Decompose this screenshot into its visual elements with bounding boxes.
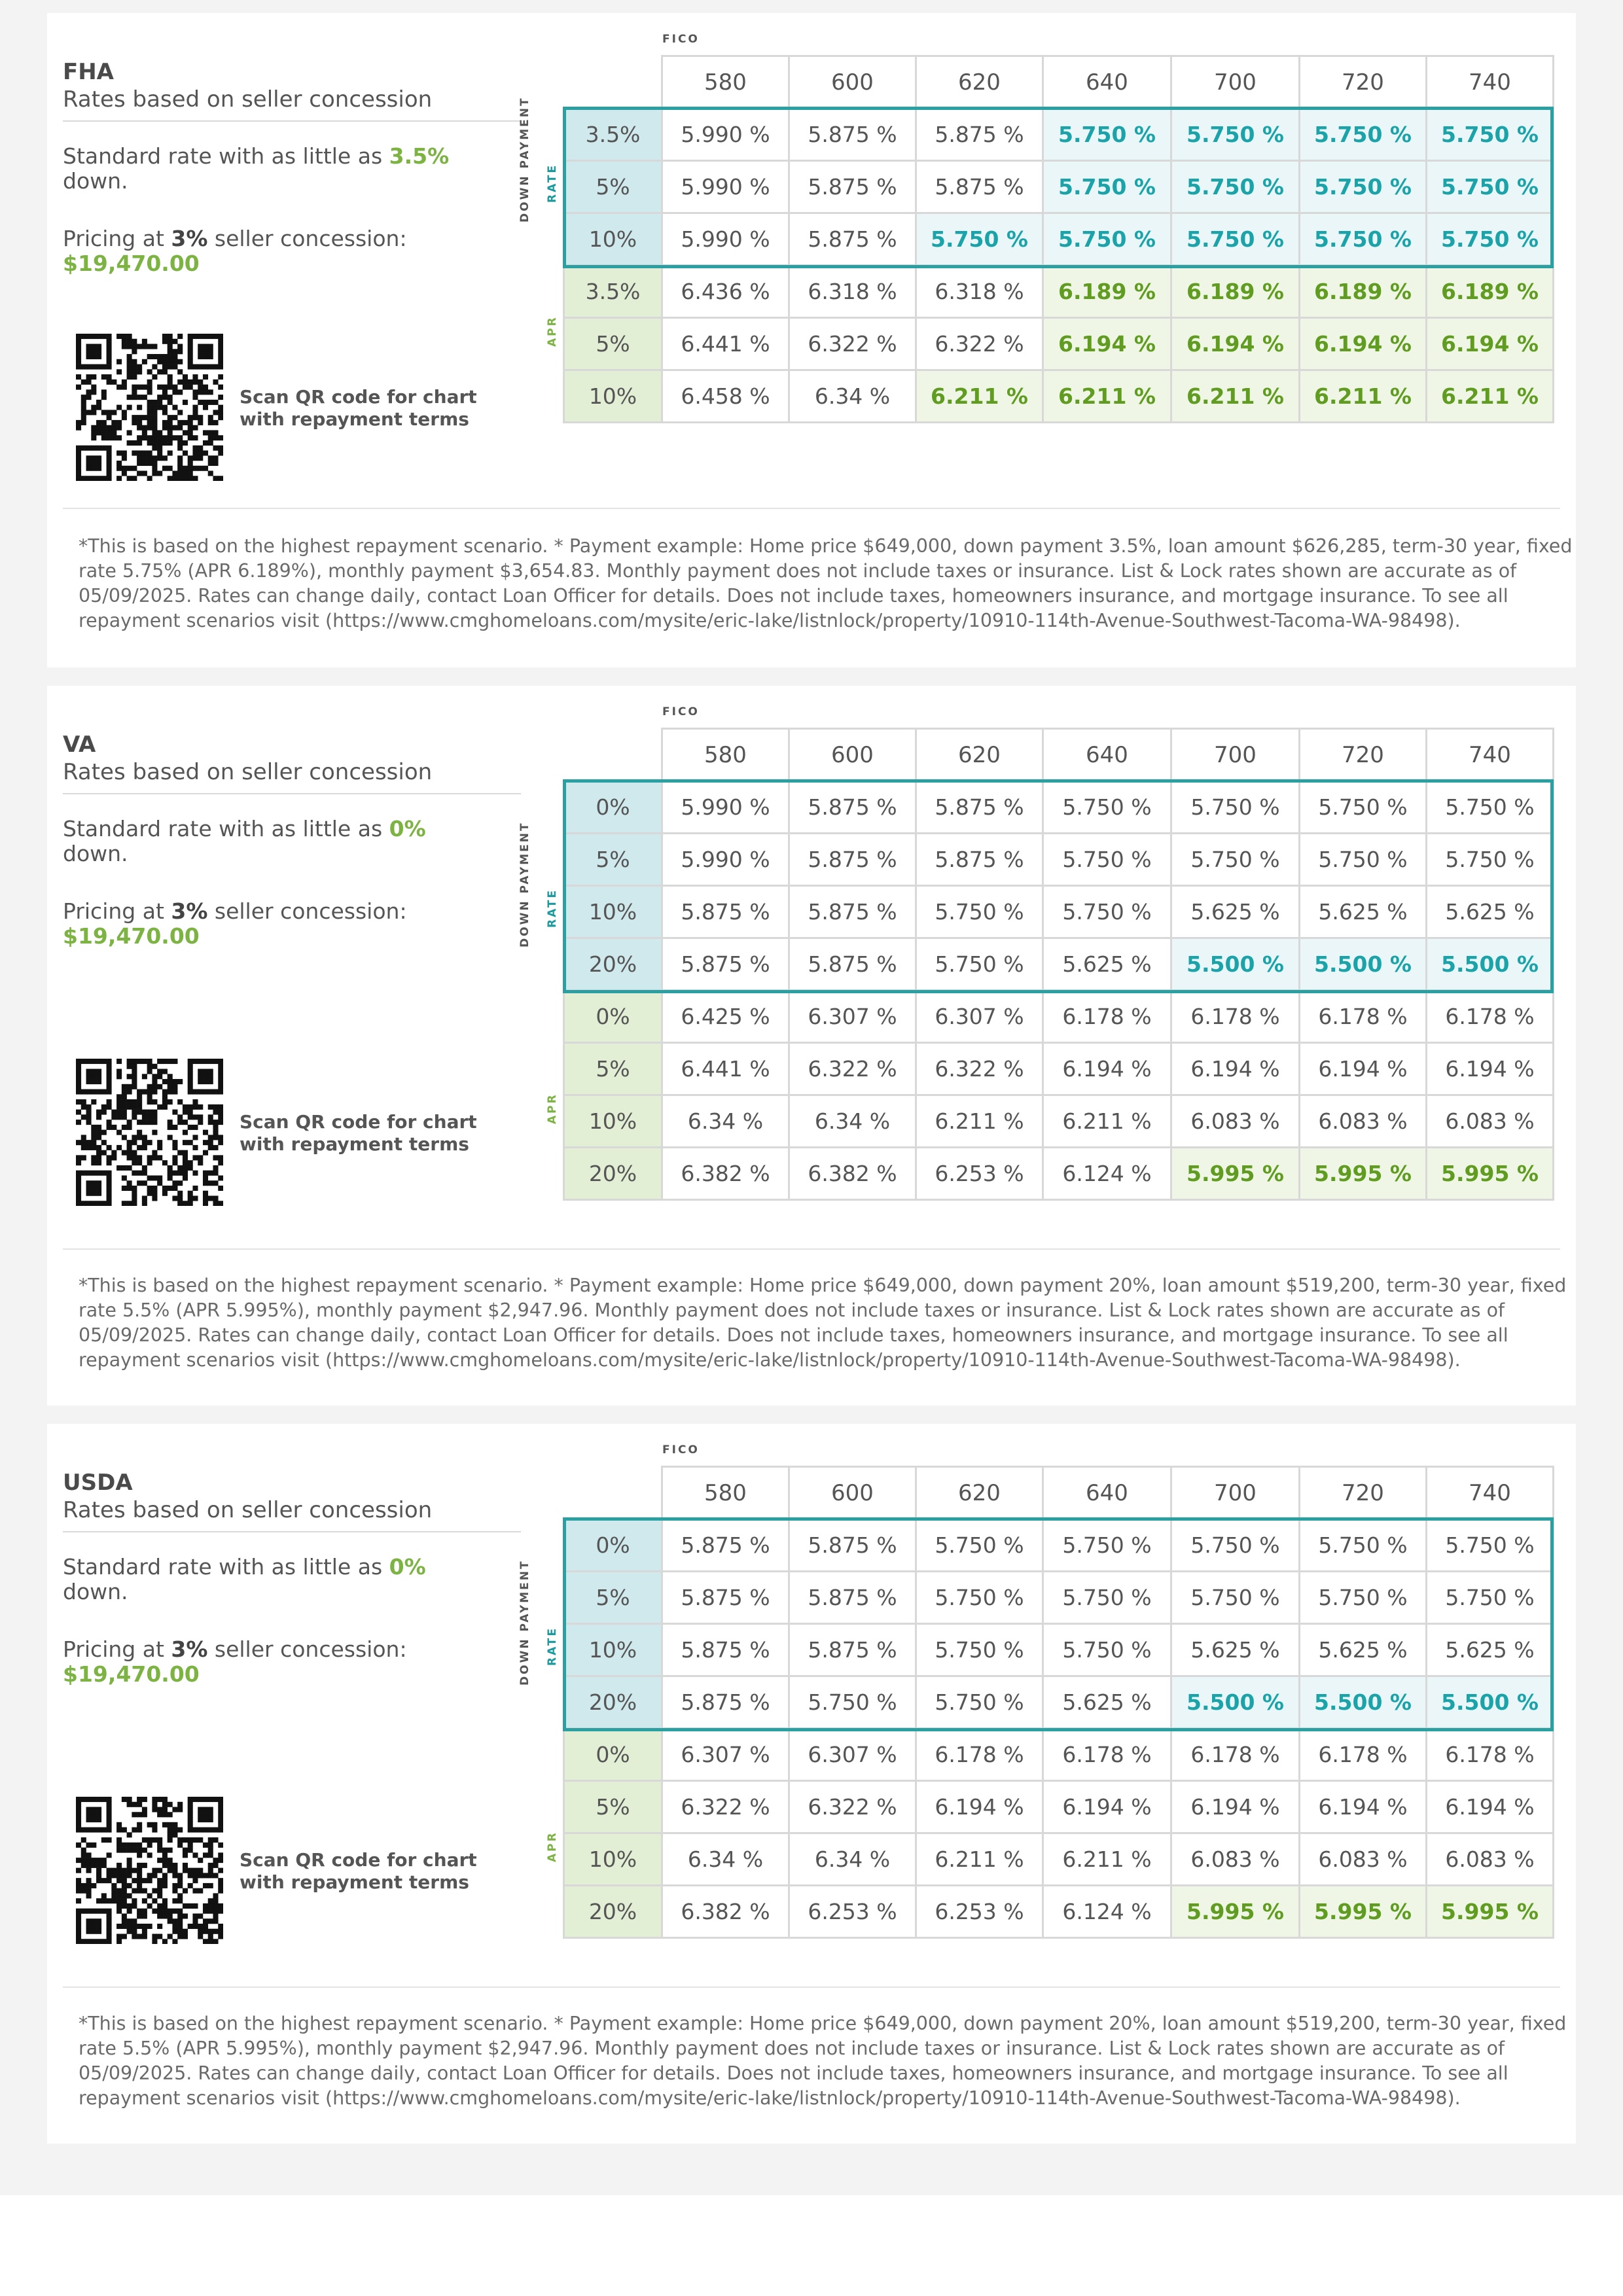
rate-cell: 5.625 % [1427,1624,1554,1676]
down-payment-cell: 3.5% [564,266,662,318]
fico-header: 640 [1043,729,1171,781]
min-down-payment: 0% [389,816,426,841]
rate-cell: 5.750 % [1043,213,1171,266]
rate-cell: 5.750 % [1043,1519,1171,1572]
fico-header: 740 [1427,729,1554,781]
rate-cell: 5.750 % [1300,213,1427,266]
down-payment-cell: 5% [564,1781,662,1833]
apr-cell: 6.318 % [916,266,1043,318]
rate-cell: 5.990 % [662,834,789,886]
apr-cell: 6.211 % [1043,1833,1171,1886]
divider [63,1531,521,1532]
fico-header: 700 [1171,1467,1300,1519]
divider [63,1987,1560,1988]
rate-cell: 5.750 % [1171,1572,1300,1624]
qr-code[interactable] [76,1797,220,1944]
rate-cell: 5.500 % [1427,938,1554,991]
rate-cell: 5.750 % [1043,1572,1171,1624]
down-payment-cell: 5% [564,834,662,886]
rate-cell: 5.625 % [1043,938,1171,991]
rate-cell: 5.750 % [916,213,1043,266]
apr-cell: 6.211 % [1171,370,1300,423]
apr-cell: 6.194 % [1300,1043,1427,1095]
rate-cell: 5.750 % [1300,1519,1427,1572]
rate-row [564,213,1554,266]
apr-cell: 6.194 % [1043,318,1171,370]
apr-cell: 6.322 % [789,318,916,370]
apr-cell: 6.211 % [916,370,1043,423]
rate-cell: 5.875 % [662,938,789,991]
rate-row [564,1572,1554,1624]
apr-cell: 6.307 % [662,1729,789,1781]
fico-header: 600 [789,1467,916,1519]
down-payment-cell: 20% [564,1148,662,1200]
rate-cell: 5.750 % [916,938,1043,991]
rate-cell: 5.750 % [916,886,1043,938]
rate-cell: 5.750 % [1300,834,1427,886]
program-subtitle: Rates based on seller concession [63,759,433,785]
apr-cell: 6.194 % [1171,318,1300,370]
apr-cell: 6.211 % [1300,370,1427,423]
standard-rate-suffix: down. [63,1579,128,1604]
corner-cell [564,56,662,109]
apr-cell: 6.307 % [916,991,1043,1043]
rate-cell: 5.625 % [1171,886,1300,938]
down-payment-cell: 5% [564,318,662,370]
apr-cell: 6.083 % [1171,1095,1300,1148]
va-summary [63,732,521,1229]
rate-cell: 5.875 % [662,1676,789,1729]
down-payment-label: DOWN PAYMENT [518,1559,531,1686]
rate-cell: 5.625 % [1171,1624,1300,1676]
apr-cell: 6.382 % [662,1148,789,1200]
apr-cell: 6.322 % [789,1781,916,1833]
down-payment-cell: 0% [564,1519,662,1572]
apr-cell: 6.318 % [789,266,916,318]
rate-row [564,1676,1554,1729]
apr-cell: 5.995 % [1171,1886,1300,1938]
rate-table [563,55,1554,423]
fha-card [47,13,1576,667]
apr-cell: 6.178 % [1171,1729,1300,1781]
apr-cell: 6.194 % [1427,1043,1554,1095]
rate-cell: 5.875 % [789,781,916,834]
standard-rate-prefix: Standard rate with as little as [63,816,389,841]
apr-cell: 6.211 % [916,1833,1043,1886]
apr-label: APR [546,315,559,347]
apr-cell: 6.382 % [662,1886,789,1938]
rate-cell: 5.625 % [1043,1676,1171,1729]
apr-cell: 6.194 % [916,1781,1043,1833]
fico-header-row [564,1467,1554,1519]
program-title: USDA [63,1470,133,1496]
rate-cell: 5.875 % [662,1519,789,1572]
fico-header: 700 [1171,729,1300,781]
rate-row [564,109,1554,161]
standard-rate-text [63,1555,521,1604]
rate-cell: 5.750 % [1171,161,1300,213]
qr-code[interactable] [76,334,220,481]
program-title: VA [63,732,96,758]
min-down-payment: 3.5% [389,143,450,169]
rate-cell: 5.875 % [916,834,1043,886]
rate-cell: 5.875 % [916,781,1043,834]
qr-label: Scan QR code for chart with repayment terms [240,1111,477,1155]
down-payment-cell: 0% [564,781,662,834]
rate-cell: 5.750 % [1300,109,1427,161]
apr-cell: 6.441 % [662,318,789,370]
rate-cell: 5.750 % [1427,781,1554,834]
apr-cell: 6.458 % [662,370,789,423]
disclaimer: *This is based on the highest repayment scenario. * Payment example: Home price $649,000, down payment 20%, loan amount $519,200, term-30 year, fixed rate 5.5% (APR 5.995%), monthly payment $2,947.96. Monthly payment does not include taxes or insurance. List & Lock rates shown are accurate as of 05/09/2025. Rates can change daily, contact Loan Officer for details. Does not include taxes, homeowners insurance, and mortgage insurance. To see all repayment scenarios visit (https://www.cmghomeloans.com/mysite/eric-lake/listnlock/property/10910-114th-Avenue-Southwest-Tacoma-WA-98498). [79,1275,1567,1371]
down-payment-label: DOWN PAYMENT [518,821,531,947]
apr-cell: 6.178 % [1427,991,1554,1043]
apr-cell: 6.124 % [1043,1148,1171,1200]
apr-row [564,266,1554,318]
rate-cell: 5.750 % [1171,781,1300,834]
down-payment-cell: 0% [564,991,662,1043]
apr-cell: 6.178 % [1043,1729,1171,1781]
fha-summary [63,59,521,491]
rate-cell: 5.875 % [789,834,916,886]
standard-rate-text [63,144,521,194]
apr-row [564,1833,1554,1886]
apr-cell: 6.189 % [1043,266,1171,318]
standard-rate-suffix: down. [63,168,128,194]
apr-row [564,318,1554,370]
fico-header: 640 [1043,1467,1171,1519]
fico-header: 720 [1300,56,1427,109]
fico-header: 600 [789,729,916,781]
fico-header-row [564,729,1554,781]
qr-code-graphic [76,1797,223,1944]
rate-cell: 5.990 % [662,161,789,213]
apr-cell: 6.178 % [1300,991,1427,1043]
concession-amount: $19,470.00 [63,251,200,276]
pricing-suffix: seller concession: [207,1636,407,1662]
rate-cell: 5.750 % [916,1676,1043,1729]
apr-row [564,1886,1554,1938]
rate-cell: 5.750 % [789,1676,916,1729]
rate-cell: 5.500 % [1427,1676,1554,1729]
qr-code[interactable] [76,1059,220,1206]
apr-cell: 6.34 % [662,1833,789,1886]
fico-header-row [564,56,1554,109]
rate-cell: 5.750 % [1300,1572,1427,1624]
program-subtitle: Rates based on seller concession [63,1497,433,1523]
pricing-text [63,899,521,949]
down-payment-cell: 10% [564,1624,662,1676]
fico-label: FICO [662,1443,700,1457]
apr-cell: 6.322 % [916,1043,1043,1095]
apr-cell: 5.995 % [1300,1886,1427,1938]
rate-cell: 5.750 % [1427,213,1554,266]
rate-row [564,1624,1554,1676]
rate-cell: 5.875 % [916,109,1043,161]
disclaimer: *This is based on the highest repayment scenario. * Payment example: Home price $649,000, down payment 20%, loan amount $519,200, term-30 year, fixed rate 5.5% (APR 5.995%), monthly payment $2,947.96. Monthly payment does not include taxes or insurance. List & Lock rates shown are accurate as of 05/09/2025. Rates can change daily, contact Loan Officer for details. Does not include taxes, homeowners insurance, and mortgage insurance. To see all repayment scenarios visit (https://www.cmghomeloans.com/mysite/eric-lake/listnlock/property/10910-114th-Avenue-Southwest-Tacoma-WA-98498). [79,2013,1567,2109]
rate-cell: 5.750 % [1043,834,1171,886]
rate-cell: 5.875 % [789,213,916,266]
fico-header: 580 [662,729,789,781]
down-payment-cell: 5% [564,161,662,213]
rate-cell: 5.750 % [1171,213,1300,266]
apr-cell: 6.194 % [1043,1781,1171,1833]
rate-cell: 5.750 % [1427,109,1554,161]
down-payment-cell: 3.5% [564,109,662,161]
rate-cell: 5.750 % [1427,1572,1554,1624]
down-payment-cell: 5% [564,1043,662,1095]
apr-cell: 6.211 % [1043,1095,1171,1148]
apr-cell: 5.995 % [1171,1148,1300,1200]
rate-cell: 5.875 % [789,1519,916,1572]
pricing-suffix: seller concession: [207,226,407,251]
rate-cell: 5.500 % [1171,938,1300,991]
apr-row [564,1043,1554,1095]
down-payment-cell: 20% [564,938,662,991]
fico-header: 640 [1043,56,1171,109]
apr-cell: 6.194 % [1171,1781,1300,1833]
fico-header: 740 [1427,56,1554,109]
rate-cell: 5.750 % [1043,161,1171,213]
corner-cell [564,1467,662,1519]
rate-cell: 5.875 % [789,1624,916,1676]
concession-percent: 3% [171,226,208,251]
apr-cell: 5.995 % [1300,1148,1427,1200]
rate-cell: 5.750 % [1043,109,1171,161]
usda-card [47,1424,1576,2144]
program-subtitle: Rates based on seller concession [63,86,433,113]
rate-cell: 5.625 % [1427,886,1554,938]
fico-header: 720 [1300,1467,1427,1519]
rate-row [564,1519,1554,1572]
rate-label: RATE [546,163,559,203]
corner-cell [564,729,662,781]
rate-cell: 5.500 % [1171,1676,1300,1729]
apr-cell: 6.194 % [1427,1781,1554,1833]
rate-cell: 5.750 % [916,1572,1043,1624]
apr-cell: 6.178 % [916,1729,1043,1781]
apr-cell: 6.178 % [1427,1729,1554,1781]
fico-label: FICO [662,705,700,718]
apr-cell: 6.083 % [1427,1095,1554,1148]
down-payment-cell: 0% [564,1729,662,1781]
apr-cell: 6.124 % [1043,1886,1171,1938]
apr-cell: 6.083 % [1171,1833,1300,1886]
rate-cell: 5.500 % [1300,1676,1427,1729]
program-title: FHA [63,59,114,85]
fico-header: 620 [916,1467,1043,1519]
fico-header: 620 [916,56,1043,109]
apr-cell: 6.322 % [789,1043,916,1095]
rate-row [564,938,1554,991]
fico-label: FICO [662,33,700,46]
apr-cell: 6.083 % [1300,1095,1427,1148]
rate-cell: 5.990 % [662,109,789,161]
standard-rate-prefix: Standard rate with as little as [63,1554,389,1580]
pricing-prefix: Pricing at [63,226,171,251]
pricing-prefix: Pricing at [63,898,171,924]
apr-cell: 6.194 % [1300,318,1427,370]
rate-cell: 5.875 % [916,161,1043,213]
apr-cell: 6.211 % [916,1095,1043,1148]
rate-cell: 5.875 % [662,1572,789,1624]
standard-rate-prefix: Standard rate with as little as [63,143,389,169]
min-down-payment: 0% [389,1554,426,1580]
divider [63,1248,1560,1250]
fico-header: 740 [1427,1467,1554,1519]
down-payment-cell: 20% [564,1676,662,1729]
pricing-prefix: Pricing at [63,1636,171,1662]
rate-cell: 5.750 % [1427,834,1554,886]
concession-percent: 3% [171,1636,208,1662]
apr-cell: 6.083 % [1300,1833,1427,1886]
apr-cell: 6.194 % [1427,318,1554,370]
rate-cell: 5.750 % [916,1624,1043,1676]
concession-amount: $19,470.00 [63,923,200,949]
rate-cell: 5.750 % [1427,161,1554,213]
qr-label: Scan QR code for chart with repayment terms [240,386,477,430]
down-payment-label: DOWN PAYMENT [518,96,531,222]
down-payment-cell: 10% [564,1833,662,1886]
apr-cell: 6.211 % [1427,370,1554,423]
rate-cell: 5.990 % [662,781,789,834]
apr-cell: 6.178 % [1043,991,1171,1043]
fico-header: 720 [1300,729,1427,781]
apr-cell: 6.382 % [789,1148,916,1200]
apr-cell: 6.34 % [789,370,916,423]
rate-cell: 5.750 % [1171,1519,1300,1572]
rate-table [563,1466,1554,1939]
rate-cell: 5.750 % [1043,886,1171,938]
fico-header: 700 [1171,56,1300,109]
rate-cell: 5.875 % [789,886,916,938]
down-payment-cell: 20% [564,1886,662,1938]
apr-cell: 6.34 % [662,1095,789,1148]
rate-cell: 5.750 % [1427,1519,1554,1572]
apr-cell: 6.322 % [662,1781,789,1833]
disclaimer: *This is based on the highest repayment scenario. * Payment example: Home price $649,000, down payment 3.5%, loan amount $626,285, term-30 year, fixed rate 5.75% (APR 6.189%), monthly payment $3,654.83. Monthly payment does not include taxes or insurance. List & Lock rates shown are accurate as of 05/09/2025. Rates can change daily, contact Loan Officer for details. Does not include taxes, homeowners insurance, and mortgage insurance. To see all repayment scenarios visit (https://www.cmghomeloans.com/mysite/eric-lake/listnlock/property/10910-114th-Avenue-Southwest-Tacoma-WA-98498). [79,535,1573,631]
standard-rate-text [63,817,521,866]
rate-table [563,728,1554,1201]
rate-row [564,781,1554,834]
apr-cell: 6.441 % [662,1043,789,1095]
apr-row [564,1781,1554,1833]
apr-cell: 6.178 % [1300,1729,1427,1781]
rate-cell: 5.625 % [1300,886,1427,938]
apr-cell: 6.307 % [789,991,916,1043]
usda-summary [63,1470,521,1967]
down-payment-cell: 10% [564,1095,662,1148]
apr-row [564,991,1554,1043]
apr-cell: 6.178 % [1171,991,1300,1043]
rate-row [564,886,1554,938]
rate-label: RATE [546,1626,559,1666]
rate-cell: 5.750 % [1171,834,1300,886]
apr-cell: 6.34 % [789,1833,916,1886]
rate-cell: 5.875 % [789,938,916,991]
down-payment-cell: 10% [564,213,662,266]
apr-label: APR [546,1831,559,1862]
apr-cell: 6.211 % [1043,370,1171,423]
rate-label: RATE [546,888,559,928]
qr-label: Scan QR code for chart with repayment terms [240,1849,477,1893]
apr-row [564,370,1554,423]
pricing-text [63,226,521,276]
rate-cell: 5.625 % [1300,1624,1427,1676]
apr-cell: 6.425 % [662,991,789,1043]
fico-header: 600 [789,56,916,109]
apr-cell: 5.995 % [1427,1886,1554,1938]
down-payment-cell: 10% [564,370,662,423]
divider [63,508,1560,509]
pricing-suffix: seller concession: [207,898,407,924]
rate-cell: 5.875 % [789,1572,916,1624]
apr-cell: 6.194 % [1300,1781,1427,1833]
rate-cell: 5.875 % [662,1624,789,1676]
rate-cell: 5.750 % [1300,781,1427,834]
apr-row [564,1095,1554,1148]
apr-row [564,1729,1554,1781]
concession-percent: 3% [171,898,208,924]
rate-cell: 5.750 % [1043,1624,1171,1676]
apr-row [564,1148,1554,1200]
rate-cell: 5.750 % [1043,781,1171,834]
rate-cell: 5.875 % [789,109,916,161]
down-payment-cell: 10% [564,886,662,938]
rate-row [564,834,1554,886]
apr-cell: 6.194 % [1043,1043,1171,1095]
rate-cell: 5.750 % [1300,161,1427,213]
apr-cell: 6.253 % [916,1148,1043,1200]
apr-cell: 6.307 % [789,1729,916,1781]
rate-cell: 5.990 % [662,213,789,266]
apr-cell: 6.194 % [1171,1043,1300,1095]
apr-cell: 6.253 % [789,1886,916,1938]
rate-cell: 5.750 % [1171,109,1300,161]
pricing-text [63,1637,521,1687]
standard-rate-suffix: down. [63,841,128,866]
apr-cell: 6.189 % [1171,266,1300,318]
apr-cell: 6.189 % [1300,266,1427,318]
rate-cell: 5.875 % [789,161,916,213]
rate-cell: 5.750 % [916,1519,1043,1572]
rate-row [564,161,1554,213]
down-payment-cell: 5% [564,1572,662,1624]
apr-cell: 6.322 % [916,318,1043,370]
fico-header: 620 [916,729,1043,781]
va-card [47,686,1576,1405]
divider [63,120,521,122]
apr-cell: 6.34 % [789,1095,916,1148]
divider [63,793,521,794]
fico-header: 580 [662,1467,789,1519]
qr-code-graphic [76,1059,223,1206]
qr-code-graphic [76,334,223,481]
fico-header: 580 [662,56,789,109]
apr-label: APR [546,1093,559,1124]
apr-cell: 6.253 % [916,1886,1043,1938]
rate-cell: 5.875 % [662,886,789,938]
concession-amount: $19,470.00 [63,1661,200,1687]
apr-cell: 5.995 % [1427,1148,1554,1200]
apr-cell: 6.189 % [1427,266,1554,318]
rate-cell: 5.500 % [1300,938,1427,991]
apr-cell: 6.083 % [1427,1833,1554,1886]
apr-cell: 6.436 % [662,266,789,318]
